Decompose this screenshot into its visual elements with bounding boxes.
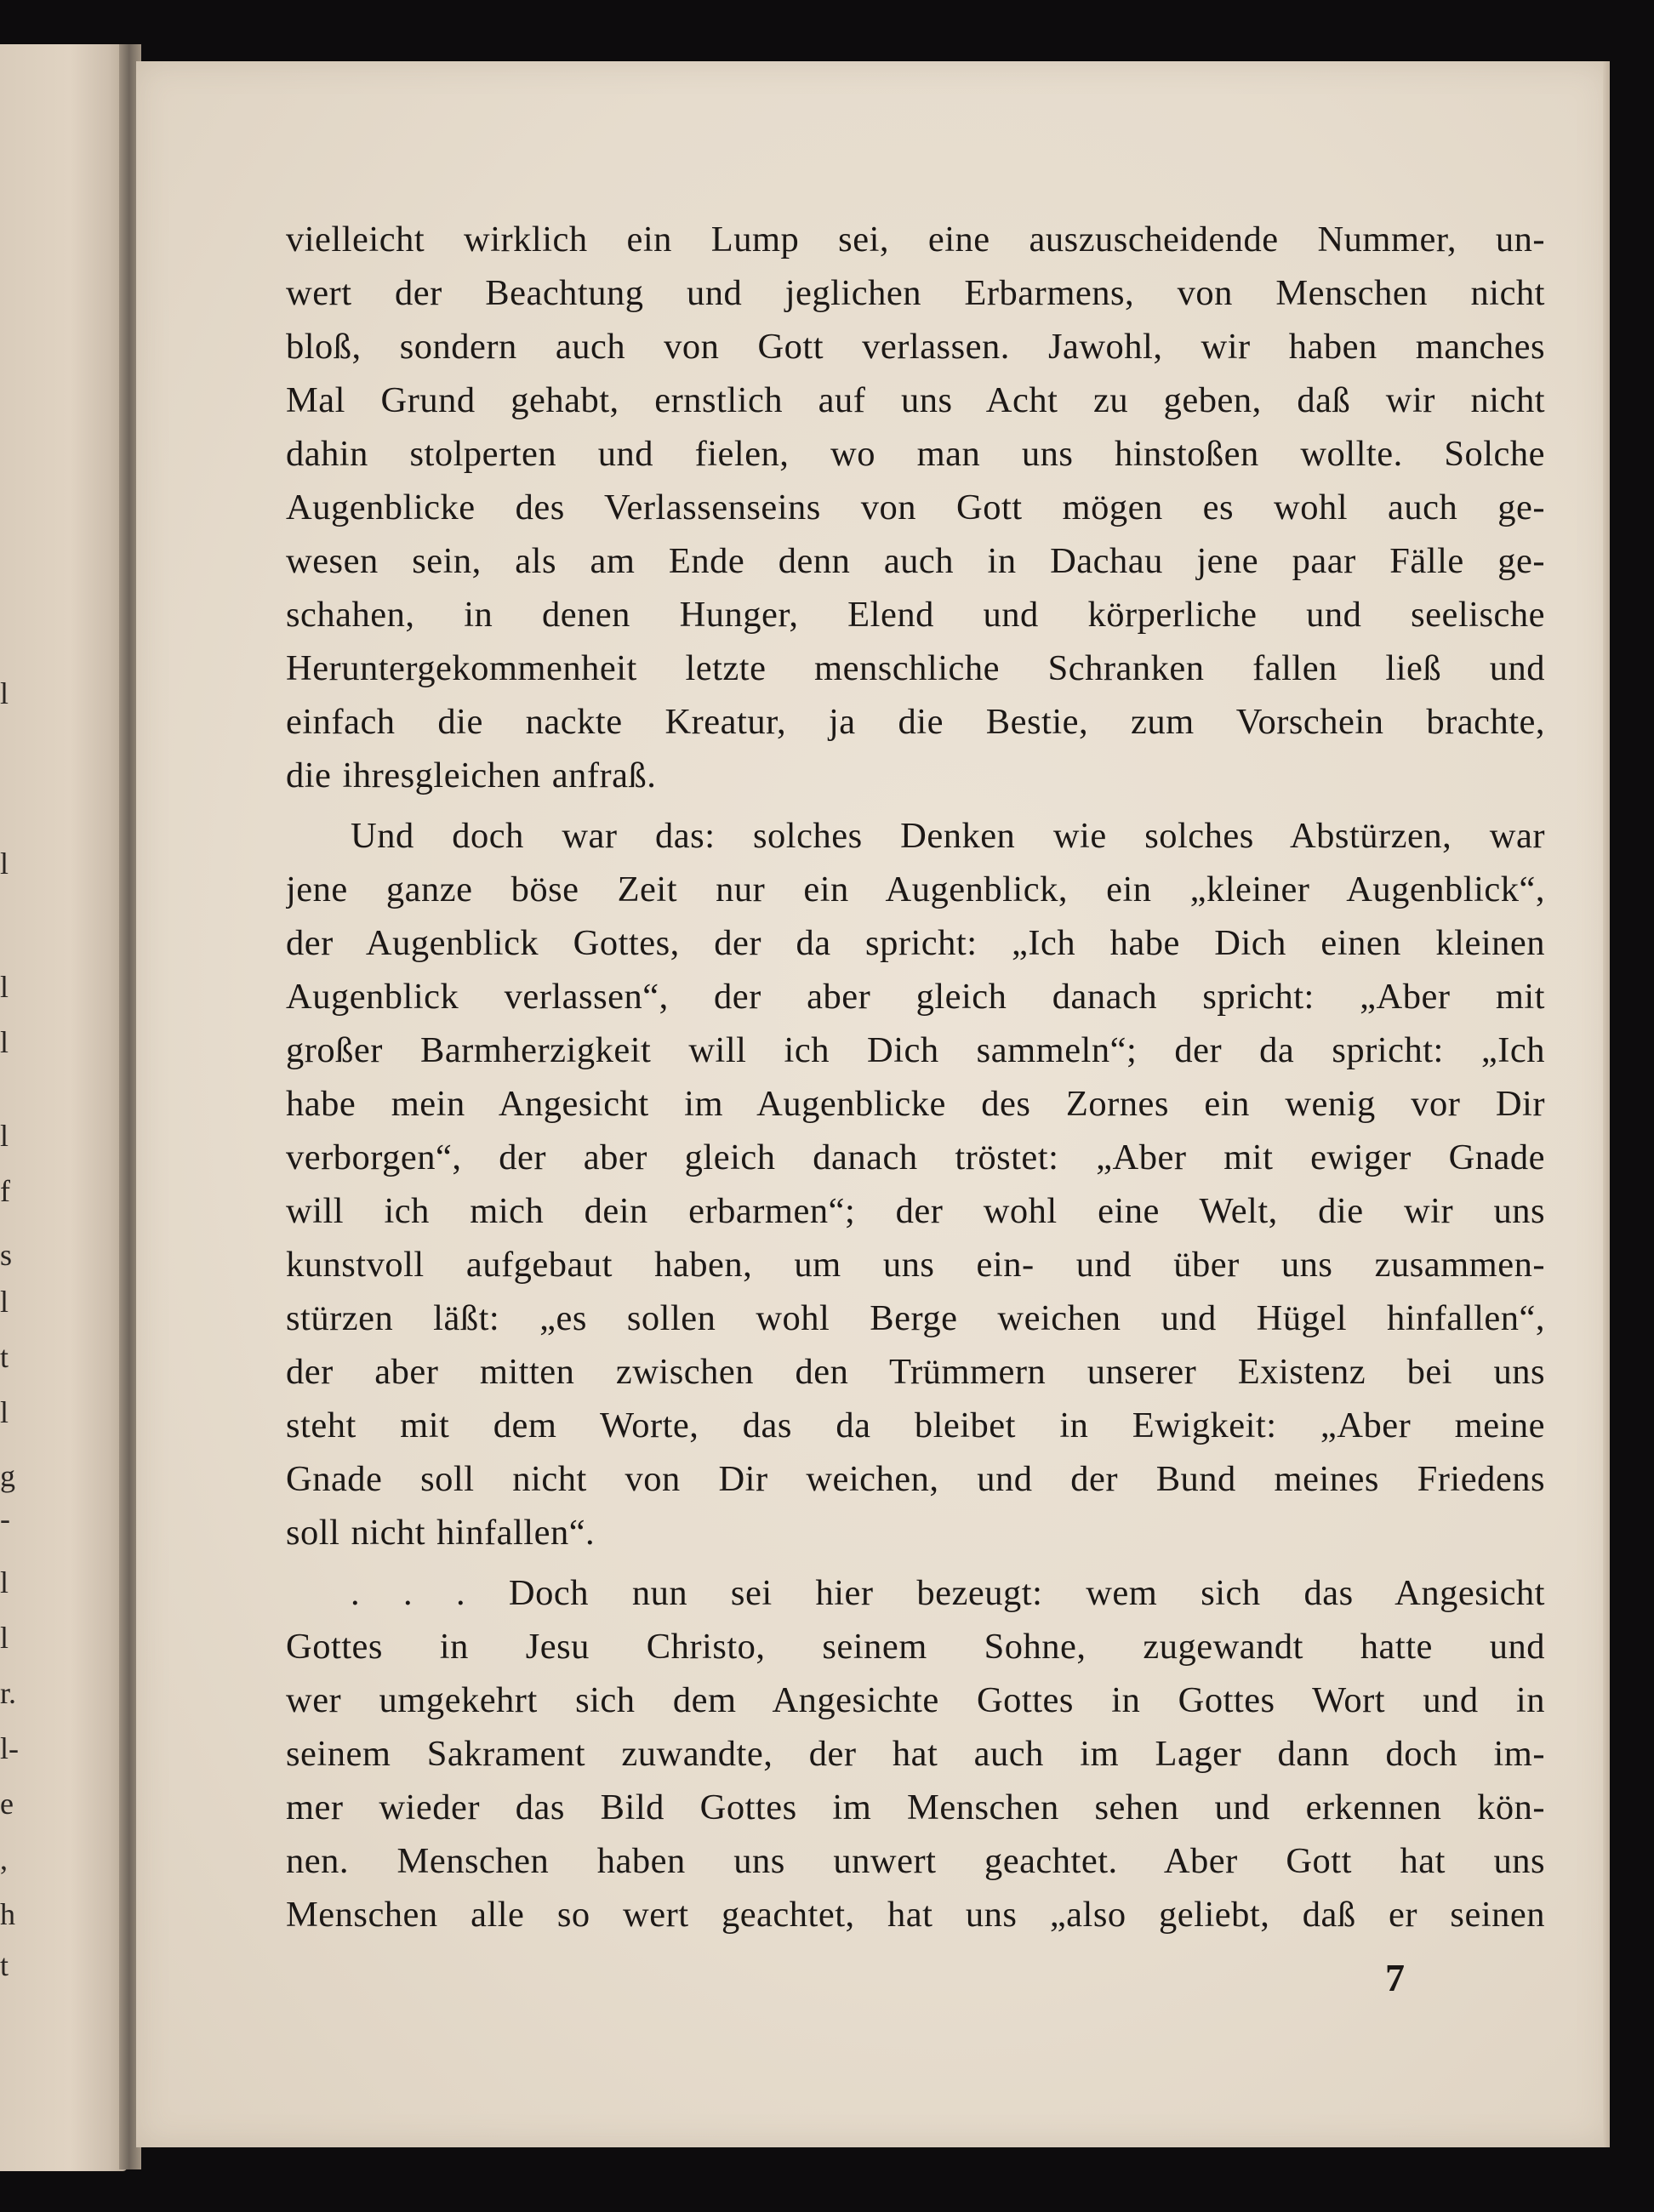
margin-letter: l — [0, 1285, 9, 1319]
body-text — [286, 213, 1545, 1941]
margin-letter: l — [0, 676, 9, 710]
text-line: die ihresgleichen anfraß. — [286, 755, 657, 795]
text-line: . . . Doch nun sei hier bezeugt: wem sich das Angesicht — [351, 1573, 1545, 1613]
margin-letter: - — [0, 1502, 10, 1536]
facing-page-letters — [0, 44, 19, 2171]
paragraph-3 — [286, 1566, 1545, 1941]
margin-letter: l — [0, 1621, 9, 1655]
text-line: soll nicht hinfallen“. — [286, 1513, 596, 1553]
margin-letter: l — [0, 1395, 9, 1429]
text-line: dahin stolperten und fielen, wo man uns hinstoßen wollte. Solche — [286, 434, 1545, 474]
text-line: Und doch war das: solches Denken wie solches Abstürzen, war — [351, 816, 1545, 856]
text-line: habe mein Angesicht im Augenblicke des Zornes ein wenig vor Dir — [286, 1084, 1545, 1124]
margin-letter: l — [0, 1565, 9, 1599]
margin-letter: l- — [0, 1731, 19, 1765]
text-line: Menschen alle so wert geachtet, hat uns „also geliebt, daß er seinen — [286, 1895, 1545, 1935]
margin-letter: l — [0, 1025, 9, 1059]
paragraph-2 — [286, 809, 1545, 1559]
text-line: stürzen läßt: „es sollen wohl Berge weichen und Hügel hinfallen“, — [286, 1298, 1545, 1338]
text-line: großer Barmherzigkeit will ich Dich sammeln“; der da spricht: „Ich — [286, 1030, 1545, 1070]
text-line: der Augenblick Gottes, der da spricht: „Ich habe Dich einen kleinen — [286, 923, 1545, 963]
margin-letter: l — [0, 1119, 9, 1153]
text-line: Gottes in Jesu Christo, seinem Sohne, zugewandt hatte und — [286, 1627, 1545, 1667]
text-line: schahen, in denen Hunger, Elend und körperliche und seelische — [286, 595, 1545, 635]
text-line: bloß, sondern auch von Gott verlassen. Jawohl, wir haben manches — [286, 327, 1545, 367]
text-line: vielleicht wirklich ein Lump sei, eine auszuscheidende Nummer, un- — [286, 219, 1545, 259]
text-line: einfach die nackte Kreatur, ja die Bestie, zum Vorschein brachte, — [286, 702, 1545, 742]
text-line: kunstvoll aufgebaut haben, um uns ein- und über uns zusammen- — [286, 1245, 1545, 1285]
margin-letter: t — [0, 1948, 9, 1982]
text-line: Augenblicke des Verlassenseins von Gott mögen es wohl auch ge- — [286, 487, 1545, 527]
book-page — [136, 61, 1610, 2147]
paragraph-1 — [286, 213, 1545, 802]
text-line: Augenblick verlassen“, der aber gleich danach spricht: „Aber mit — [286, 977, 1545, 1017]
text-line: jene ganze böse Zeit nur ein Augenblick, ein „kleiner Augenblick“, — [286, 869, 1545, 909]
margin-letter: h — [0, 1897, 15, 1931]
text-line: mer wieder das Bild Gottes im Menschen sehen und erkennen kön- — [286, 1787, 1545, 1827]
text-line: wert der Beachtung und jeglichen Erbarmens, von Menschen nicht — [286, 273, 1545, 313]
text-line: Heruntergekommenheit letzte menschliche Schranken fallen ließ und — [286, 648, 1545, 688]
text-line: Mal Grund gehabt, ernstlich auf uns Acht zu geben, daß wir nicht — [286, 380, 1545, 420]
margin-letter: l — [0, 847, 9, 881]
text-line: steht mit dem Worte, das da bleibet in Ewigkeit: „Aber meine — [286, 1405, 1545, 1445]
text-line: wesen sein, als am Ende denn auch in Dachau jene paar Fälle ge- — [286, 541, 1545, 581]
text-line: seinem Sakrament zuwandte, der hat auch im Lager dann doch im- — [286, 1734, 1545, 1774]
text-line: will ich mich dein erbarmen“; der wohl eine Welt, die wir uns — [286, 1191, 1545, 1231]
margin-letter: t — [0, 1340, 9, 1374]
facing-page-edge — [0, 44, 128, 2171]
text-line: verborgen“, der aber gleich danach tröstet: „Aber mit ewiger Gnade — [286, 1137, 1545, 1177]
margin-letter: e — [0, 1787, 14, 1821]
margin-letter: s — [0, 1238, 13, 1272]
margin-letter: , — [0, 1842, 8, 1876]
page-edge — [1603, 61, 1610, 2147]
text-line: Gnade soll nicht von Dir weichen, und der Bund meines Friedens — [286, 1459, 1545, 1499]
text-line: der aber mitten zwischen den Trümmern unserer Existenz bei uns — [286, 1352, 1545, 1392]
margin-letter: r. — [0, 1676, 17, 1710]
margin-letter: f — [0, 1174, 10, 1208]
text-line: wer umgekehrt sich dem Angesichte Gottes in Gottes Wort und in — [286, 1680, 1545, 1720]
margin-letter: g — [0, 1459, 15, 1493]
text-line: nen. Menschen haben uns unwert geachtet. Aber Gott hat uns — [286, 1841, 1545, 1881]
page-number: 7 — [1385, 1956, 1405, 1999]
margin-letter: l — [0, 970, 9, 1004]
